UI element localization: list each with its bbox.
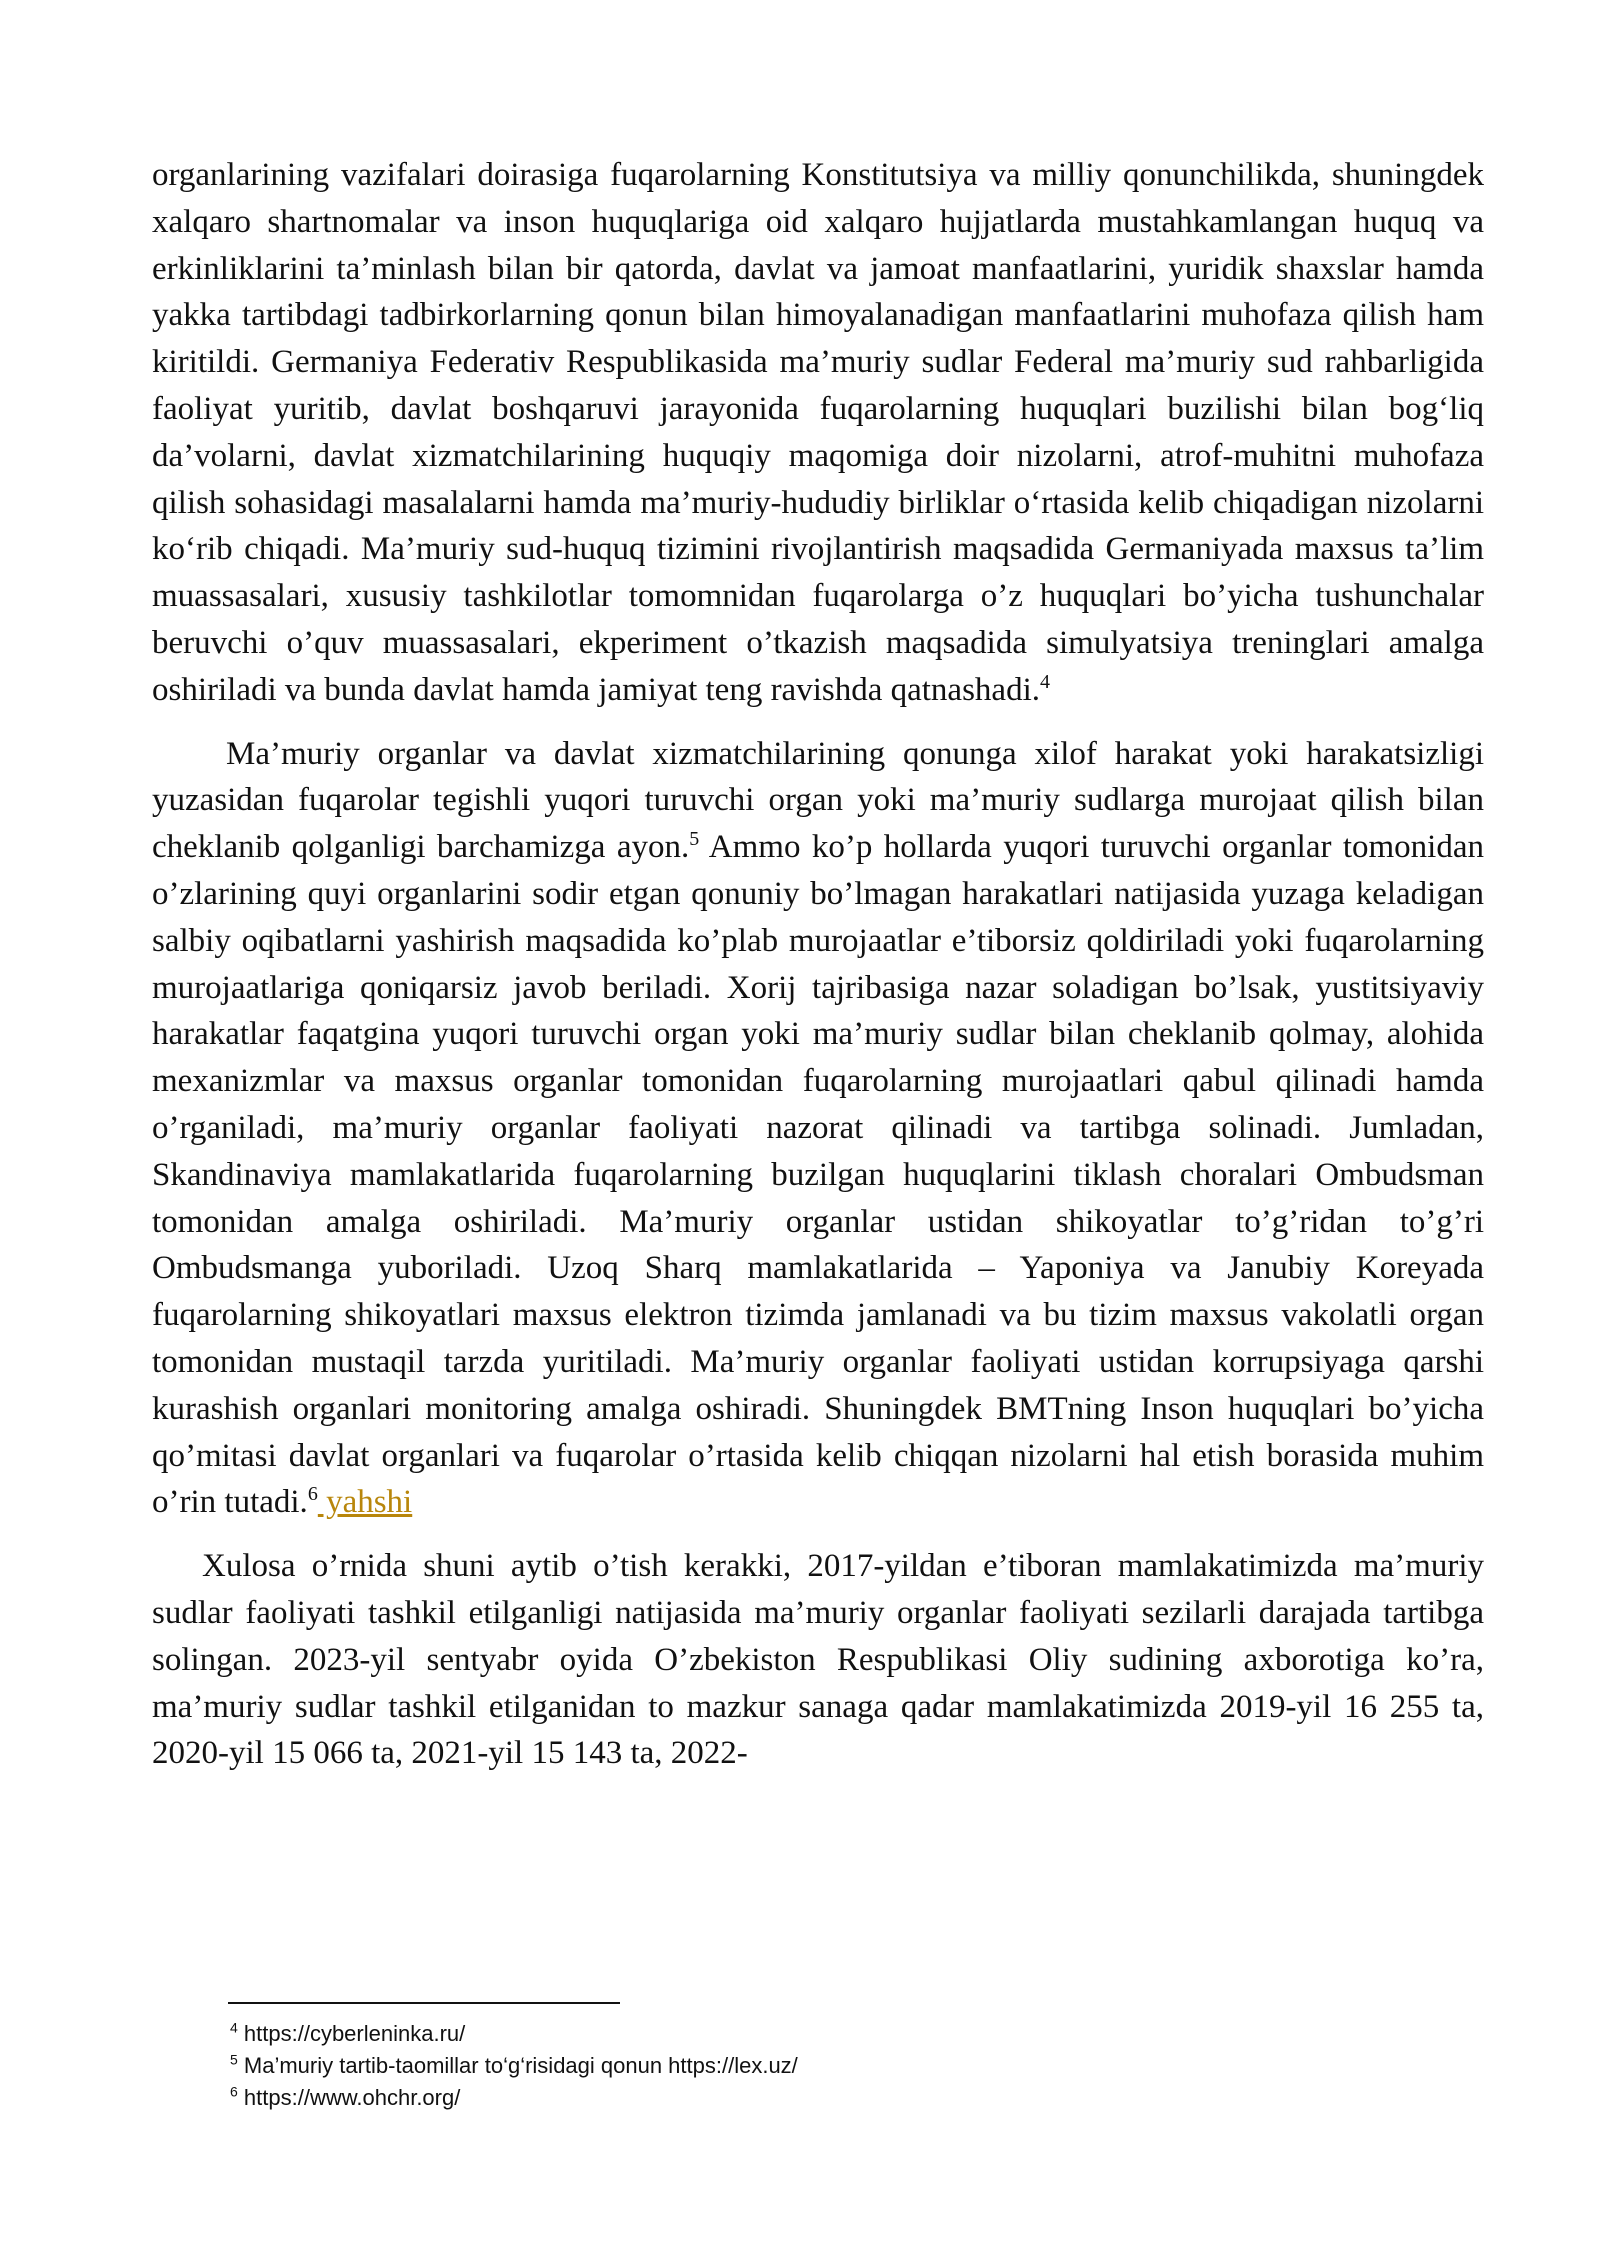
footnote-6 [230, 2082, 1430, 2114]
paragraph-1-text: organlarining vazifalari doirasiga fuqarolarning Konstitutsiya va milliy qonunchilikda, shuningdek xalqaro shartnomalar va inson huquqlariga oid xalqaro hujjatlarda mustahkamlangan huquq va erkinliklarini ta’minlash bilan bir qatorda, davlat va jamoat manfaatlarini, yuridik shaxslar hamda yakka tartibdagi tadbirkorlarning qonun bilan himoyalanadigan manfaatlarini muhofaza qilish ham kiritildi. Germaniya Federativ Respublikasida ma’muriy sudlar Federal ma’muriy sud rahbarligida faoliyat yuritib, davlat boshqaruvi jarayonida fuqarolarning huquqlari buzilishi bilan bog‘liq da’volarni, davlat xizmatchilarining huquqiy maqomiga doir nizolarni, atrof-muhitni muhofaza qilish sohasidagi masalalarni hamda ma’muriy-hududiy birliklar o‘rtasida kelib chiqadigan nizolarni ko‘rib chiqadi. Ma’muriy sud-huquq tizimini rivojlantirish maqsadida Germaniyada maxsus ta’lim muassasalari, xususiy tashkilotlar tomomnidan fuqarolarga o’z huquqlari bo’yicha tushunchalar beruvchi o’quv muassasalari, ekperiment o’tkazish maqsadida simulyatsiya treninglari amalga oshiriladi va bunda davlat hamda jamiyat teng ravishda qatnashadi. [152, 157, 1484, 708]
footnote-4 [230, 2018, 1430, 2050]
paragraph-3-text: Xulosa o’rnida shuni aytib o’tish kerakki, 2017-yildan e’tiboran mamlakatimizda ma’muriy sudlar faoliyati tashkil etilganligi natijasida ma’muriy organlar faoliyati sezilarli darajada tartibga solingan. 2023-yil sentyabr oyida O’zbekiston Respublikasi Oliy sudining axborotiga ko’ra, ma’muriy sudlar tashkil etilganidan to mazkur sanaga qadar mamlakatimizda 2019-yil 16 255 ta, 2020-yil 15 066 ta, 2021-yil 15 143 ta, 2022- [152, 1548, 1484, 1772]
footnote-number: 5 [230, 2051, 238, 2068]
footnote-text[interactable]: Ma’muriy tartib-taomillar to‘g‘risidagi qonun https://lex.uz/ [237, 2053, 798, 2078]
footnote-number: 6 [230, 2083, 238, 2100]
footnote-ref-6[interactable]: 6 [307, 1483, 318, 1506]
paragraph-2-text-before: Ma’muriy organlar va davlat xizmatchilarining qonunga xilof harakat yoki harakatsizligi yuzasidan fuqarolar tegishli yuqori turuvchi organ yoki ma’muriy sudlarga murojaat qilish bilan cheklanib qolganligi barchamizga ayon. [152, 735, 1484, 866]
footnote-text[interactable]: https://cyberleninka.ru/ [237, 2021, 466, 2046]
document-body [152, 152, 1484, 1794]
paragraph-3 [152, 1543, 1484, 1777]
paragraph-2 [152, 731, 1484, 1527]
footnote-number: 4 [230, 2019, 238, 2036]
footnote-5 [230, 2050, 1430, 2082]
footnotes [230, 2018, 1430, 2114]
paragraph-2-text-after: Ammo ko’p hollarda yuqori turuvchi organlar tomonidan o’zlarining quyi organlarini sodir etgan qonuniy bo’lmagan harakatlari natijasida yuzaga keladigan salbiy oqibatlarni yashirish maqsadida ko’plab murojaatlar e’tiborsiz qoldiriladi yoki fuqarolarning murojaatlariga qoniqarsiz javob beriladi. Xorij tajribasiga nazar soladigan bo’lsak, yustitsiyaviy harakatlar faqatgina yuqori turuvchi organ yoki ma’muriy sudlar bilan cheklanib qolmay, alohida mexanizmlar va maxsus organlar tomonidan fuqarolarning murojaatlari qabul qilinadi hamda o’rganiladi, ma’muriy organlar faoliyati nazorat qilinadi va tartibga solinadi. Jumladan, Skandinaviya mamlakatlarida fuqarolarning buzilgan huquqlarini tiklash choralari Ombudsman tomonidan amalga oshiriladi. Ma’muriy organlar ustidan shikoyatlar to’g’ridan to’g’ri Ombudsmanga yuboriladi. Uzoq Sharq mamlakatlarida – Yaponiya va Janubiy Koreyada fuqarolarning shikoyatlari maxsus elektron tizimda jamlanadi va bu tizim maxsus vakolatli organ tomonidan mustaqil tarzda yuritiladi. Ma’muriy organlar faoliyati ustidan korrupsiyaga qarshi kurashish organlari monitoring amalga oshiradi. Shuningdek BMTning Inson huquqlari bo’yicha qo’mitasi davlat organlari va fuqarolar o’rtasida kelib chiqqan nizolarni hal etish borasida muhim o’rin tutadi. [152, 829, 1484, 1521]
footnote-ref-4[interactable]: 4 [1040, 670, 1050, 693]
paragraph-1 [152, 152, 1484, 714]
footnote-separator [228, 2002, 620, 2004]
footnote-text[interactable]: https://www.ohchr.org/ [237, 2085, 461, 2110]
comment-link-yahshi[interactable]: yahshi [317, 1484, 413, 1521]
footnote-ref-5[interactable]: 5 [689, 828, 700, 851]
